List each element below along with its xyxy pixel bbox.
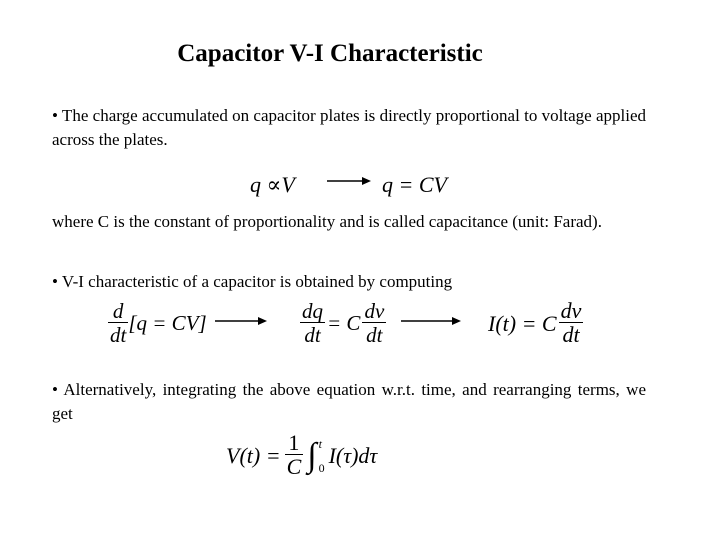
- fraction-dq-dt: [300, 300, 325, 347]
- right-arrow-icon: [326, 174, 372, 188]
- equation-derivative-of-q: [108, 300, 207, 347]
- integral-limits: [319, 437, 325, 475]
- numerator-one: 1: [285, 432, 304, 455]
- bullet-charge-proportional: • The charge accumulated on capacitor plates is directly proportional to voltage applied across the plates.: [52, 106, 646, 149]
- denominator-dt: dt: [110, 323, 127, 347]
- fraction-one-over-c: [285, 432, 304, 479]
- slide-title: Capacitor V-I Characteristic: [177, 40, 483, 67]
- voltage-v-of-t: V(t) =: [226, 442, 281, 468]
- equation-q-proportional-v: q ∝V: [250, 172, 295, 197]
- equation-voltage-integral: [226, 432, 377, 479]
- fraction-dv-dt: [362, 300, 386, 347]
- current-i-of-t: I(t) = C: [488, 310, 557, 336]
- fraction-dv-dt: [559, 300, 584, 347]
- numerator-d: d: [108, 300, 128, 323]
- right-arrow-icon: [214, 314, 268, 328]
- equation-dq-dt: [300, 300, 386, 347]
- equation-current: [488, 300, 583, 347]
- denominator-dt: dt: [304, 323, 321, 347]
- equation-q-equals-cv: q = CV: [382, 172, 447, 197]
- equals-c: = C: [327, 311, 361, 335]
- numerator-dq: dq: [302, 299, 323, 323]
- numerator-dv: dv: [560, 298, 582, 323]
- bracket-q-equals-cv: [q = CV]: [128, 311, 207, 335]
- denominator-dt: dt: [562, 322, 580, 347]
- bullet-vi-characteristic: • V-I characteristic of a capacitor is obtained by computing: [52, 272, 453, 291]
- right-arrow-icon: [400, 314, 462, 328]
- numerator-dv: dv: [364, 299, 385, 323]
- lower-limit: 0: [318, 460, 325, 475]
- upper-limit: t: [318, 436, 322, 451]
- denominator-dt: dt: [366, 323, 383, 347]
- bullet-integration: • Alternatively, integrating the above equation w.r.t. time, and rearranging terms, we get: [52, 380, 646, 423]
- integrand: I(τ)dτ: [328, 442, 378, 468]
- fraction-d-dt: [108, 300, 128, 347]
- integral-sign: ∫: [307, 436, 317, 474]
- denominator-c: C: [286, 454, 302, 479]
- capacitance-definition: where C is the constant of proportionality and is called capacitance (unit: Farad).: [52, 212, 602, 231]
